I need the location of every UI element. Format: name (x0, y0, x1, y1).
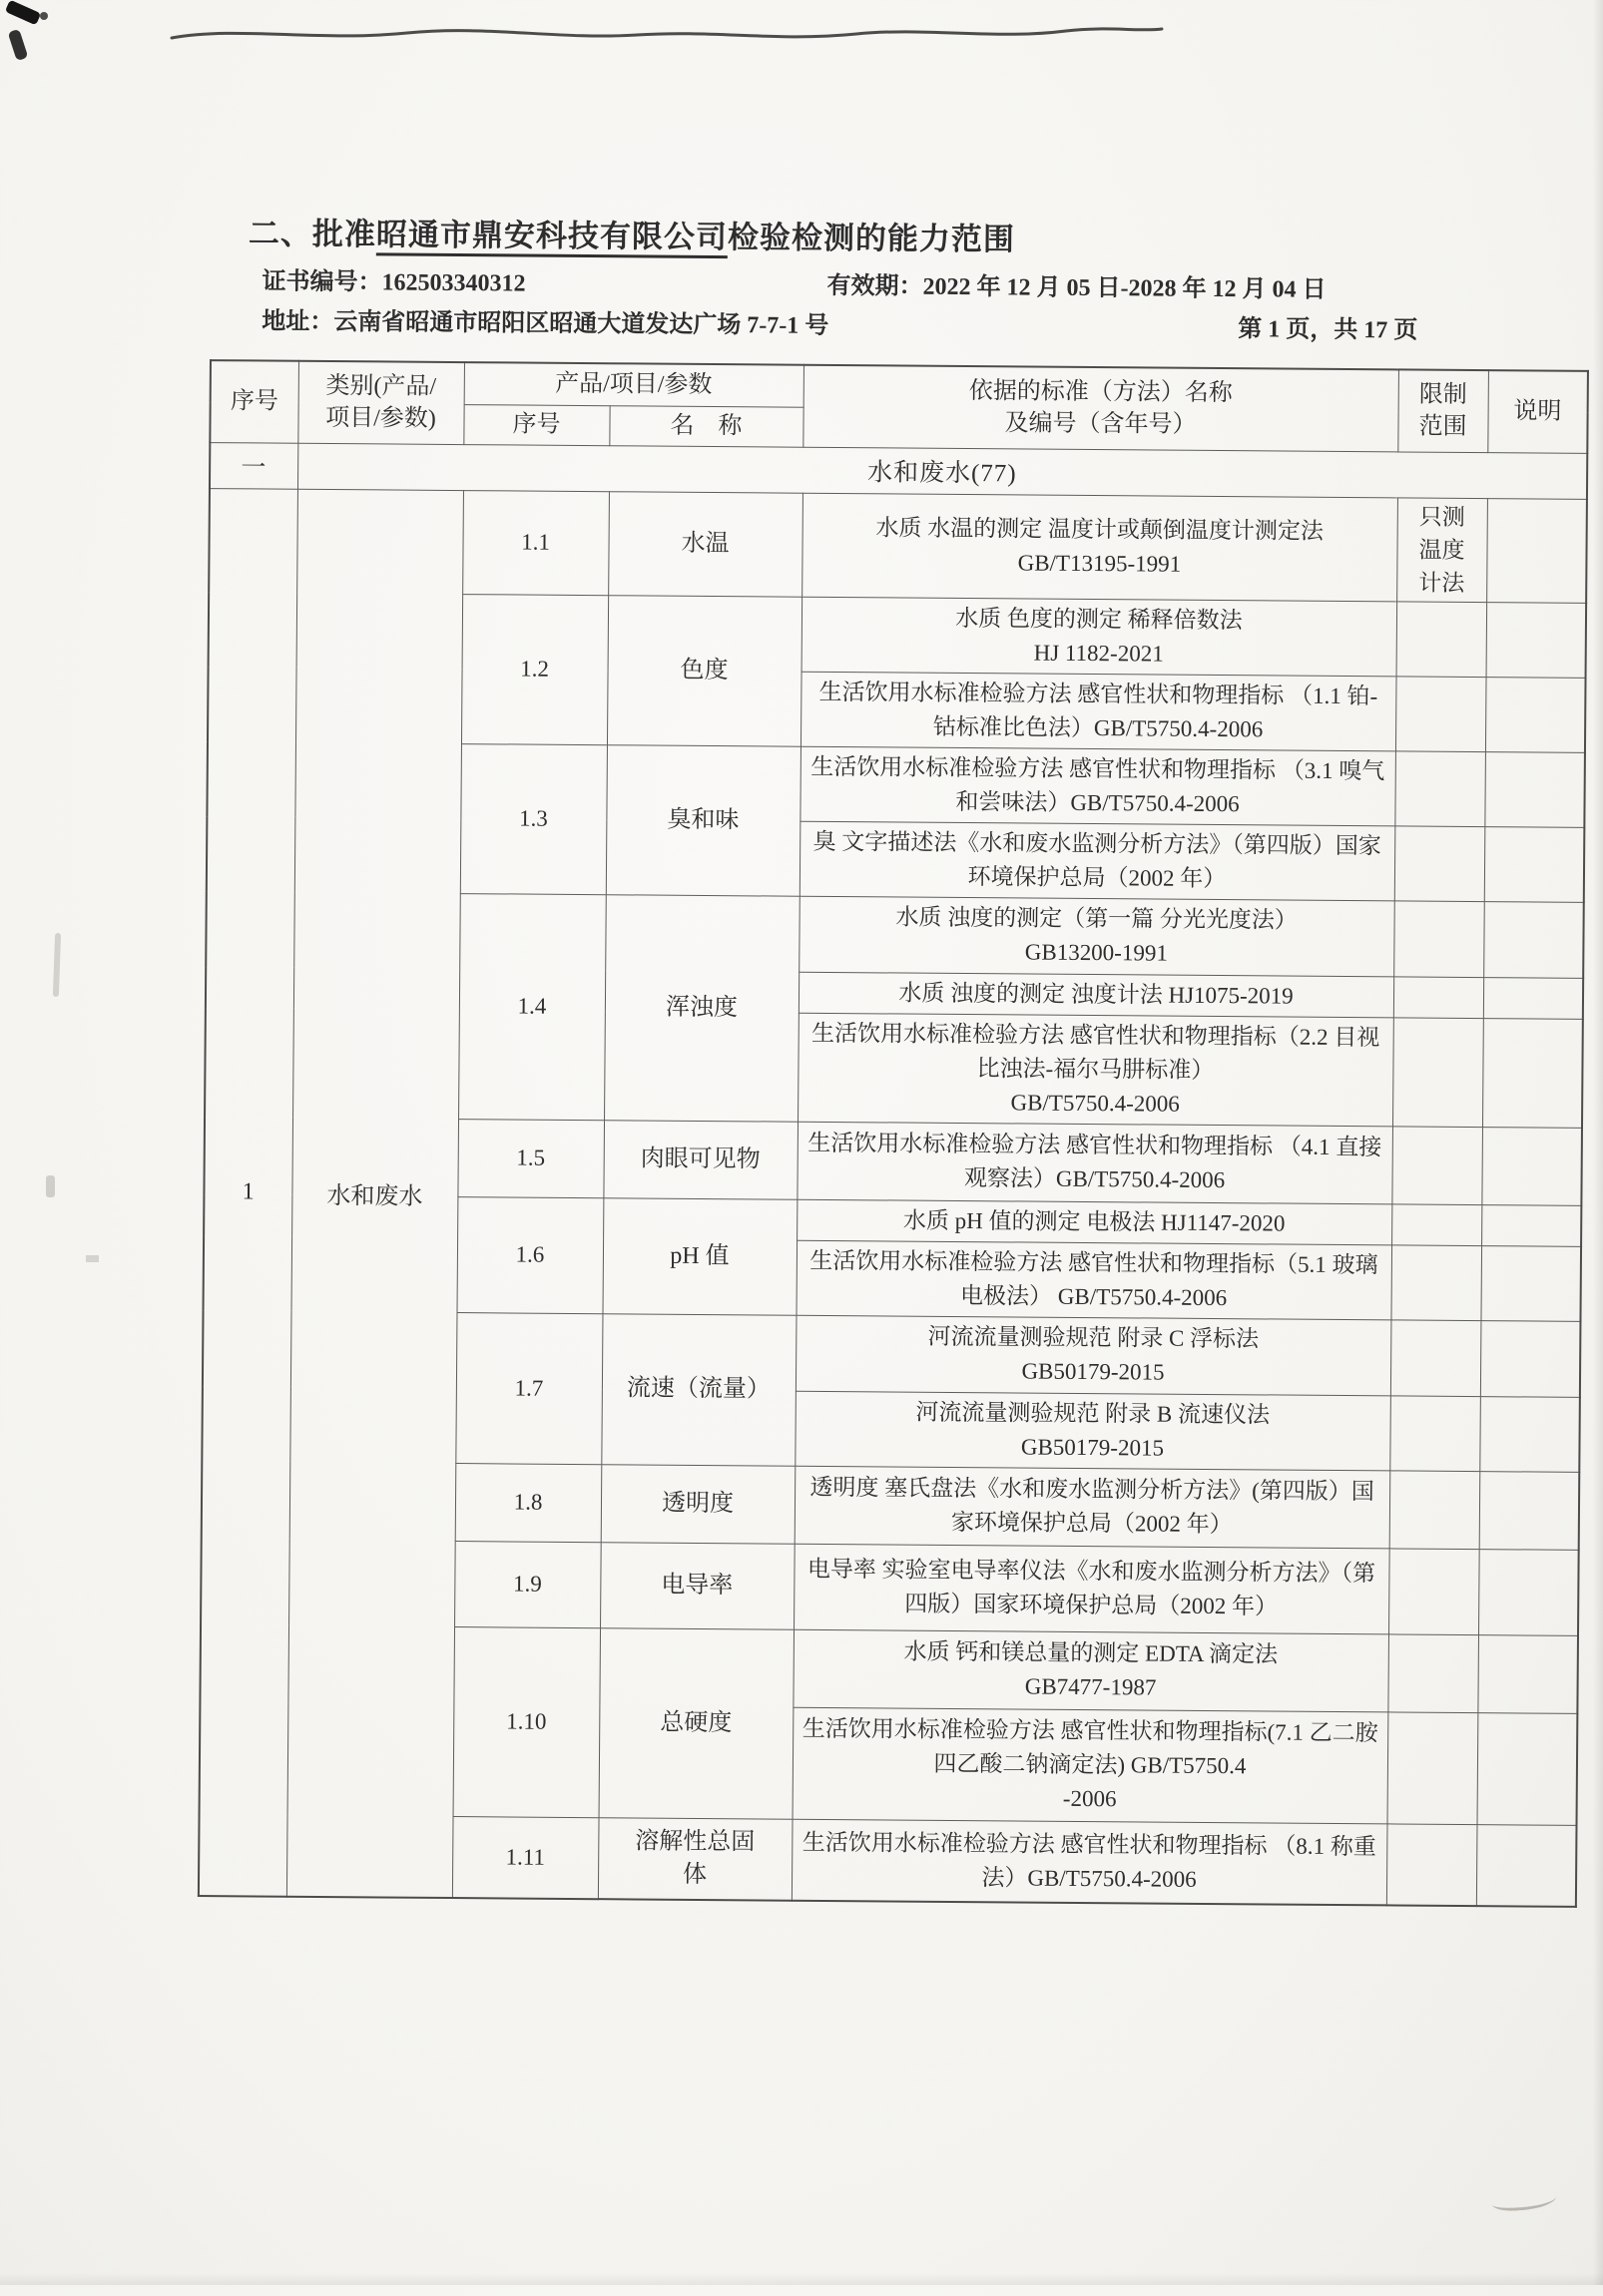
limit-cell (1390, 1244, 1481, 1320)
item-no-cell: 1.2 (461, 594, 608, 744)
item-name-cell: 水温 (608, 491, 802, 597)
limit-cell (1394, 825, 1485, 901)
col-header-product-group: 产品/项目/参数 (464, 362, 803, 407)
certificate-number-line (263, 260, 526, 297)
page-title (249, 208, 1015, 258)
col-header-standard: 依据的标准（方法）名称 及编号（含年号） (802, 365, 1398, 452)
note-cell (1486, 498, 1587, 603)
note-cell (1483, 901, 1584, 978)
col-header-product-seq: 序号 (463, 404, 609, 445)
limit-cell (1391, 1203, 1481, 1245)
method-cell: 水质 色度的测定 稀释倍数法 HJ 1182-2021 (802, 597, 1397, 677)
validity-label: 有效期： (826, 272, 923, 300)
item-name-cell: 浑浊度 (604, 894, 800, 1122)
item-name-cell: 透明度 (601, 1464, 796, 1544)
certificate-number-label: 证书编号： (262, 268, 382, 296)
item-no-cell: 1.1 (462, 490, 609, 595)
note-cell (1484, 826, 1585, 902)
method-cell: 臭 文字描述法《水和废水监测分析方法》（第四版）国家环境保护总局（2002 年） (800, 821, 1395, 901)
note-cell (1478, 1549, 1579, 1635)
note-cell (1477, 1634, 1578, 1713)
note-cell (1481, 1204, 1581, 1246)
method-cell: 河流流量测验规范 附录 C 浮标法 GB50179-2015 (796, 1315, 1391, 1396)
note-cell (1479, 1471, 1580, 1550)
page-number-info: 第 1 页，共 17 页 (1238, 316, 1418, 344)
limit-cell (1395, 676, 1486, 751)
method-cell: 河流流量测验规范 附录 B 流速仪法 GB50179-2015 (795, 1391, 1390, 1471)
limit-cell (1393, 900, 1484, 977)
note-cell (1476, 1824, 1577, 1907)
validity-value: 2022 年 12 月 05 日-2028 年 12 月 04 日 (922, 273, 1327, 303)
note-cell (1485, 677, 1586, 752)
method-cell: 电导率 实验室电导率仪法《水和废水监测分析方法》（第四版）国家环境保护总局（2002 年） (794, 1544, 1389, 1634)
method-cell: 水质 浊度的测定 浊度计法 HJ1075-2019 (799, 972, 1393, 1018)
note-cell (1486, 602, 1587, 678)
category-name-cell: 水和废水 (286, 489, 463, 1898)
limit-cell (1386, 1823, 1477, 1906)
capability-table (198, 359, 1589, 1908)
item-name-cell: 流速（流量） (601, 1313, 796, 1466)
certificate-number-value: 162503340312 (381, 269, 526, 297)
col-header-category: 类别(产品/ 项目/参数) (297, 361, 464, 444)
note-cell (1482, 1018, 1583, 1128)
method-cell: 水质 钙和镁总量的测定 EDTA 滴定法 GB7477-1987 (793, 1629, 1388, 1712)
item-no-cell: 1.7 (455, 1312, 602, 1464)
validity-line (826, 265, 1326, 304)
address-label: 地址： (262, 308, 334, 336)
item-name-cell: 总硬度 (599, 1627, 794, 1819)
limit-cell (1390, 1319, 1481, 1396)
limit-cell (1392, 1017, 1483, 1127)
note-cell (1481, 1127, 1582, 1205)
method-cell: 生活饮用水标准检验方法 感官性状和物理指标 （4.1 直接观察法）GB/T5750.4-2006 (797, 1122, 1392, 1204)
note-cell (1484, 751, 1585, 827)
limit-cell (1388, 1548, 1479, 1634)
method-cell: 生活饮用水标准检验方法 感官性状和物理指标 （8.1 称重法）GB/T5750.4-2006 (792, 1819, 1387, 1906)
limit-cell (1393, 976, 1483, 1018)
title-suffix: 检验检测的能力范围 (727, 220, 1016, 257)
item-name-cell: 溶解性总固 体 (598, 1817, 793, 1901)
method-cell: 生活饮用水标准检验方法 感官性状和物理指标 （3.1 嗅气和尝味法）GB/T5750.4-2006 (800, 746, 1395, 826)
col-header-limit: 限制 范围 (1397, 369, 1488, 452)
item-no-cell: 1.6 (457, 1196, 604, 1313)
item-no-cell: 1.8 (455, 1463, 602, 1542)
note-cell (1480, 1245, 1581, 1321)
col-header-product-name: 名 称 (609, 405, 802, 447)
limit-cell (1389, 1470, 1480, 1549)
table-row (209, 488, 1587, 603)
method-cell: 水质 pH 值的测定 电极法 HJ1147-2020 (797, 1199, 1391, 1245)
note-cell (1479, 1396, 1580, 1472)
method-cell: 生活饮用水标准检验方法 感官性状和物理指标(7.1 乙二胺四乙酸二钠滴定法) GB/T5750.4 -2006 (793, 1707, 1388, 1824)
item-no-cell: 1.4 (458, 893, 606, 1120)
item-no-cell: 1.9 (454, 1541, 601, 1627)
item-name-cell: 电导率 (600, 1542, 795, 1629)
section-seq-cell: 一 (210, 442, 297, 489)
item-no-cell: 1.3 (460, 743, 607, 894)
address-value: 云南省昭通市昭阳区昭通大道发达广场 7-7-1 号 (333, 309, 829, 339)
col-header-note: 说明 (1487, 370, 1588, 453)
col-header-seq: 序号 (210, 360, 298, 443)
limit-cell (1389, 1395, 1480, 1471)
method-cell: 生活饮用水标准检验方法 感官性状和物理指标（5.1 玻璃电极法） GB/T5750.4-2006 (796, 1240, 1391, 1320)
title-prefix: 二、批准 (248, 216, 377, 252)
note-cell (1483, 977, 1583, 1019)
limit-cell: 只测温度计法 (1396, 497, 1487, 602)
method-cell: 水质 水温的测定 温度计或颠倒温度计测定法 GB/T13195-1991 (802, 493, 1397, 602)
address-line (262, 300, 828, 339)
method-cell: 透明度 塞氏盘法《水和废水监测分析方法》(第四版）国家环境保护总局（2002 年） (795, 1466, 1390, 1549)
item-name-cell: pH 值 (603, 1197, 798, 1315)
limit-cell (1396, 601, 1487, 677)
note-cell (1480, 1320, 1581, 1397)
limit-cell (1394, 750, 1485, 826)
company-name: 昭通市鼎安科技有限公司 (376, 217, 728, 258)
section-title-cell: 水和废水(77) (297, 443, 1587, 499)
method-cell: 水质 浊度的测定（第一篇 分光光度法） GB13200-1991 (799, 896, 1394, 977)
note-cell (1477, 1712, 1578, 1825)
item-name-cell: 色度 (607, 595, 802, 746)
limit-cell (1387, 1711, 1478, 1824)
item-no-cell: 1.5 (457, 1119, 604, 1197)
method-cell: 生活饮用水标准检验方法 感官性状和物理指标 （1.1 铂-钴标准比色法）GB/T5750.4-2006 (801, 672, 1396, 751)
limit-cell (1387, 1633, 1478, 1712)
item-name-cell: 臭和味 (606, 744, 801, 896)
limit-cell (1391, 1126, 1482, 1204)
method-cell: 生活饮用水标准检验方法 感官性状和物理指标（2.2 目视比浊法-福尔马肼标准） GB/T5750.4-2006 (798, 1013, 1393, 1127)
item-name-cell: 肉眼可见物 (603, 1120, 798, 1199)
item-no-cell: 1.10 (453, 1626, 600, 1817)
category-seq-cell: 1 (199, 488, 297, 1897)
item-no-cell: 1.11 (452, 1816, 599, 1899)
